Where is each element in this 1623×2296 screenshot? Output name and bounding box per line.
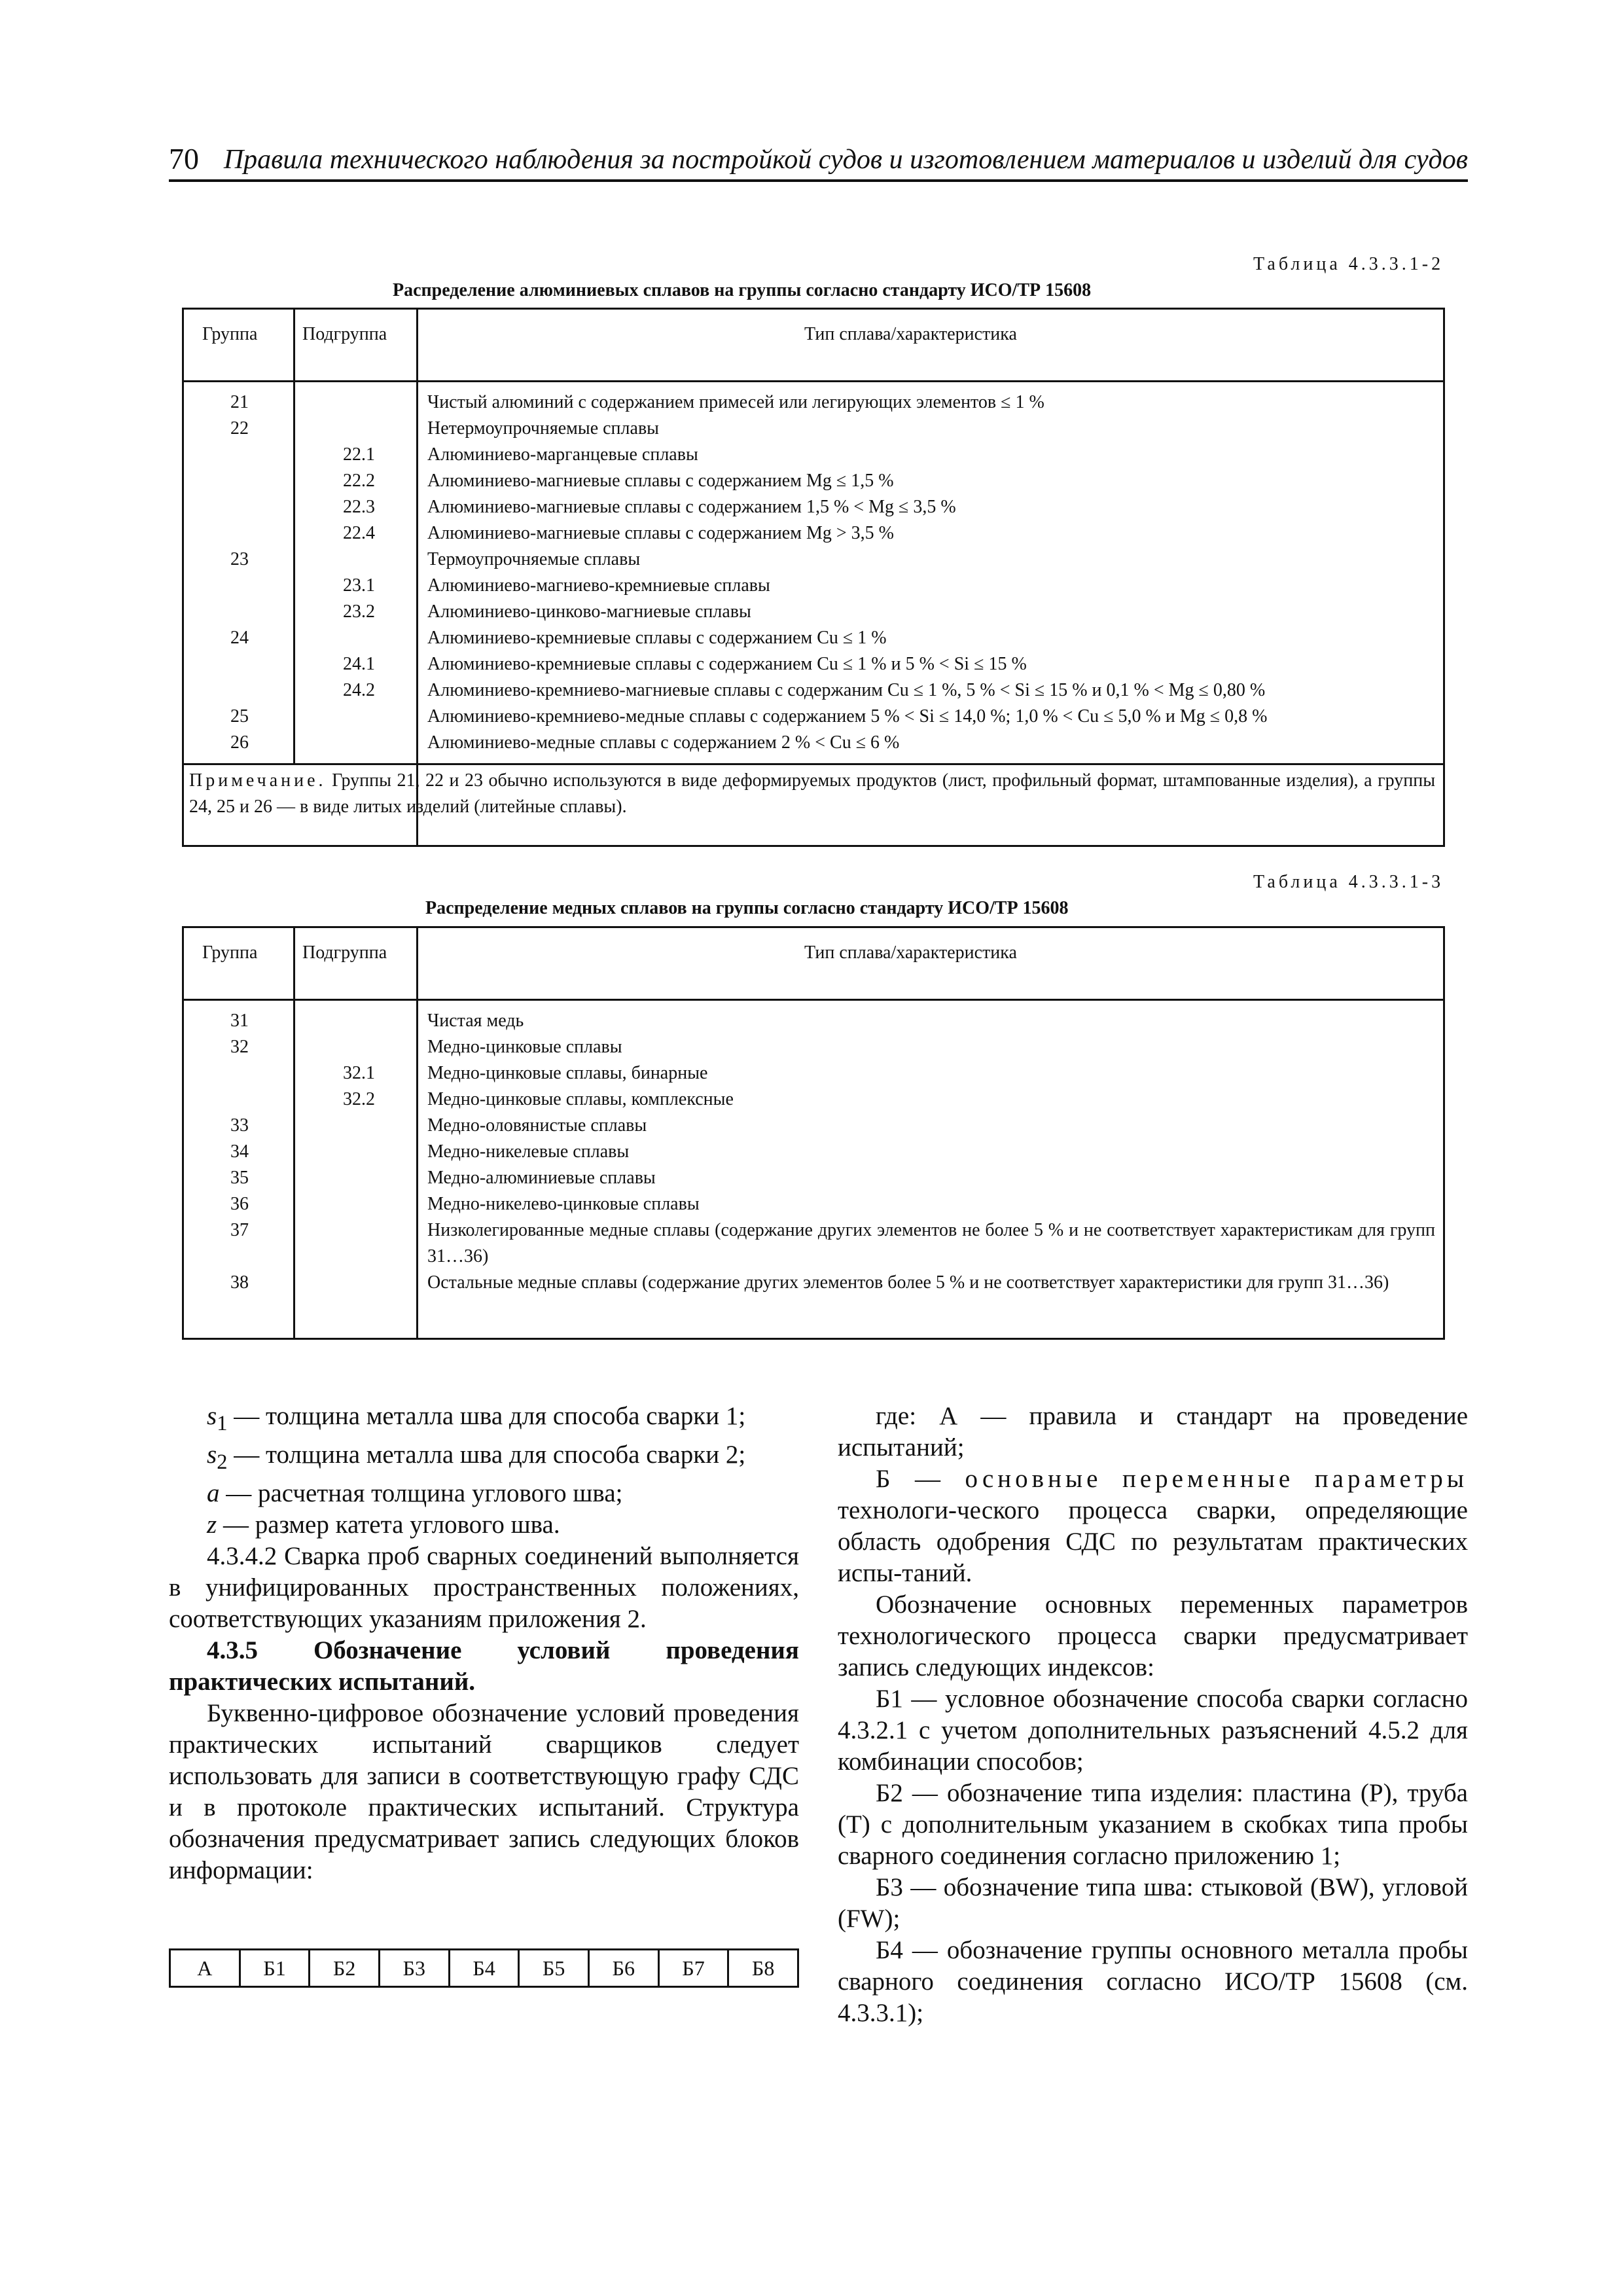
table1-body: [184, 389, 1443, 756]
paragraph-b1: Б1 — условное обозначение способа сварки согласно 4.3.2.1 с учетом дополнительных разъяснений 4.5.2 для комбинации способов;: [838, 1685, 1468, 1776]
table2-header-type: Тип сплава/характеристика: [804, 942, 1017, 963]
paragraph-4-3-4-2: 4.3.4.2 Сварка проб сварных соединений выполняется в унифицированных пространственных положениях, соответствующих указаниям приложения 2.: [169, 1541, 799, 1633]
table2-label: Таблица 4.3.3.1-3: [1253, 872, 1444, 892]
designation-block-cell: Б2: [308, 1950, 378, 1986]
table1-row: [184, 520, 1443, 547]
table2-row: [184, 1191, 1443, 1217]
table1-header-subgroup: Подгруппа: [302, 324, 387, 344]
table1: [182, 308, 1445, 847]
table1-note-text: Группы 21, 22 и 23 обычно используются в виде деформируемых продуктов (лист, профильный формат, штампованные изделия), а группы 24, 25 и 26 — в виде литых изделий (литейные сплавы).: [189, 770, 1436, 817]
table2-cell-type: Медно-цинковые сплавы: [427, 1037, 622, 1057]
table1-cell-subgroup: 23.1: [343, 575, 375, 596]
table2-cell-subgroup: 32.1: [343, 1063, 375, 1083]
designation-blocks-table: [169, 1948, 799, 1988]
table1-row: [184, 468, 1443, 494]
table2-cell-group: 34: [230, 1141, 249, 1162]
table1-cell-type: Алюминиево-кремниевые сплавы с содержанием Cu ≤ 1 % и 5 % < Si ≤ 15 %: [427, 654, 1027, 674]
table2-cell-type: Медно-цинковые сплавы, комплексные: [427, 1089, 734, 1109]
table1-cell-type: Термоупрочняемые сплавы: [427, 549, 641, 569]
heading-4-3-5: [169, 1635, 799, 1698]
symbol-subscript: 2: [217, 1450, 228, 1474]
table2-cell-type: Медно-никелевые сплавы: [427, 1141, 630, 1162]
table2-header-group: Группа: [202, 942, 258, 963]
symbol-definition: [169, 1439, 799, 1478]
table1-row: [184, 625, 1443, 651]
designation-block-cell: Б4: [448, 1950, 518, 1986]
table2-cell-type: Медно-никелево-цинковые сплавы: [427, 1194, 700, 1214]
table1-cell-subgroup: 24.1: [343, 654, 375, 674]
table1-cell-subgroup: 22.1: [343, 444, 375, 465]
table1-cell-type: Алюминиево-кремниевые сплавы с содержанием Cu ≤ 1 %: [427, 628, 887, 648]
table2-cell-type: Остальные медные сплавы (содержание других элементов более 5 % и не соответствует характеристики для групп 31…36): [427, 1272, 1389, 1293]
symbol: s: [207, 1402, 217, 1430]
symbol-subscript: 1: [217, 1411, 228, 1435]
table1-row: [184, 677, 1443, 704]
table1-cell-type: Чистый алюминий с содержанием примесей или легирующих элементов ≤ 1 %: [427, 392, 1044, 412]
table2-row: [184, 1034, 1443, 1060]
designation-block-cell: А: [197, 1956, 213, 1980]
symbol-definitions: [169, 1401, 799, 1541]
symbol-description: — толщина металла шва для способа сварки 2;: [227, 1440, 746, 1469]
table2-cell-type: Медно-оловянистые сплавы: [427, 1115, 647, 1136]
table1-cell-type: Алюминиево-магниево-кремниевые сплавы: [427, 575, 770, 596]
table2-row: [184, 1113, 1443, 1139]
paragraph-a-definition: где: А — правила и стандарт на проведение испытаний;: [838, 1402, 1468, 1462]
symbol-definition: [169, 1509, 799, 1541]
table1-label: Таблица 4.3.3.1-2: [1253, 254, 1444, 274]
table1-cell-type: Алюминиево-кремниево-магниевые сплавы с содержаним Cu ≤ 1 %, 5 % < Si ≤ 15 % и 0,1 % < Mg ≤ 0,80 %: [427, 680, 1266, 700]
table2-cell-type: Чистая медь: [427, 1011, 524, 1031]
table2-cell-group: 35: [230, 1168, 249, 1188]
table1-row: [184, 389, 1443, 416]
table1-row: [184, 494, 1443, 520]
designation-block-cell: Б8: [727, 1950, 797, 1986]
table1-cell-type: Алюминиево-кремниево-медные сплавы с содержанием 5 % < Si ≤ 14,0 %; 1,0 % < Cu ≤ 5,0 % и Mg ≤ 0,8 %: [427, 706, 1268, 726]
table1-cell-group: 25: [230, 706, 249, 726]
paragraph-b2: Б2 — обозначение типа изделия: пластина (Р), труба (Т) с дополнительным указанием в скобках типа пробы сварного соединения согласно приложению 1;: [838, 1779, 1468, 1870]
table1-cell-subgroup: 23.2: [343, 601, 375, 622]
table1-cell-type: Алюминиево-цинково-магниевые сплавы: [427, 601, 751, 622]
table1-cell-group: 22: [230, 418, 249, 439]
paragraph-designation-intro: Буквенно-цифровое обозначение условий проведения практических испытаний сварщиков следует использовать для записи в соответствующую графу СДС и в протоколе практических испытаний. Структура обозначения предусматривает запись следующих блоков информации:: [169, 1698, 799, 1884]
symbol: s: [207, 1440, 217, 1469]
table1-cell-subgroup: 22.3: [343, 497, 375, 517]
table2-cell-type: Низколегированные медные сплавы (содержание других элементов не более 5 % и не соответствует характеристикам для групп 31…36): [427, 1220, 1435, 1266]
paragraph-b-prefix: Б — основные переменные параметры: [876, 1465, 1468, 1493]
symbol: a: [207, 1479, 220, 1507]
table1-row: [184, 599, 1443, 625]
table1-row: [184, 704, 1443, 730]
designation-block-cell: Б1: [239, 1950, 309, 1986]
designation-block-cell: Б7: [658, 1950, 728, 1986]
table1-row: [184, 651, 1443, 677]
table2-cell-group: 38: [230, 1272, 249, 1293]
symbol-definition: [169, 1478, 799, 1509]
table2-cell-subgroup: 32.2: [343, 1089, 375, 1109]
page-header: [169, 141, 1468, 182]
table2-row: [184, 1270, 1443, 1296]
table1-row: [184, 730, 1443, 756]
paragraph-b3: Б3 — обозначение типа шва: стыковой (BW), угловой (FW);: [838, 1873, 1468, 1933]
symbol-description: — расчетная толщина углового шва;: [219, 1479, 623, 1507]
table2-cell-group: 37: [230, 1220, 249, 1240]
table1-cell-group: 23: [230, 549, 249, 569]
heading-4-3-5-number: 4.3.5: [207, 1636, 258, 1664]
paragraph-index-intro: Обозначение основных переменных параметров технологического процесса сварки предусматривает запись следующих индексов:: [838, 1590, 1468, 1681]
table2-row: [184, 1086, 1443, 1113]
table1-note: [189, 768, 1435, 820]
designation-block-cell: Б6: [588, 1950, 658, 1986]
table1-header-type: Тип сплава/характеристика: [804, 324, 1017, 344]
designation-block-cell: Б5: [518, 1950, 588, 1986]
table1-cell-type: Алюминиево-медные сплавы с содержанием 2 % < Cu ≤ 6 %: [427, 732, 900, 753]
running-title: Правила технического наблюдения за постройкой судов и изготовлением материалов и изделий для судов: [223, 145, 1468, 175]
table1-row: [184, 442, 1443, 468]
table2-row: [184, 1008, 1443, 1034]
table2-row: [184, 1060, 1443, 1086]
table1-cell-type: Алюминиево-магниевые сплавы с содержанием 1,5 % < Mg ≤ 3,5 %: [427, 497, 956, 517]
table2-cell-group: 36: [230, 1194, 249, 1214]
table1-note-label: Примечание.: [189, 770, 327, 791]
left-column: [169, 1401, 799, 1886]
table2-body: [184, 1008, 1443, 1296]
table1-cell-type: Нетермоупрочняемые сплавы: [427, 418, 659, 439]
table2-row: [184, 1139, 1443, 1165]
table2-title: Распределение медных сплавов на группы согласно стандарту ИСО/ТР 15608: [425, 898, 1069, 918]
table2-cell-type: Медно-цинковые сплавы, бинарные: [427, 1063, 708, 1083]
table1-cell-subgroup: 22.4: [343, 523, 375, 543]
paragraph-b-definition: [838, 1463, 1468, 1589]
page-number: 70: [169, 142, 199, 175]
table2-cell-group: 31: [230, 1011, 249, 1031]
designation-block-cell: Б3: [378, 1950, 448, 1986]
table1-cell-type: Алюминиево-магниевые сплавы с содержанием Mg > 3,5 %: [427, 523, 894, 543]
table2: [182, 926, 1445, 1340]
table1-row: [184, 416, 1443, 442]
table2-row: [184, 1165, 1443, 1191]
symbol-definition: [169, 1401, 799, 1439]
table1-cell-group: 26: [230, 732, 249, 753]
table1-title: Распределение алюминиевых сплавов на группы согласно стандарту ИСО/ТР 15608: [393, 280, 1092, 300]
table1-cell-group: 21: [230, 392, 249, 412]
table2-cell-group: 33: [230, 1115, 249, 1136]
paragraph-b4: Б4 — обозначение группы основного металла пробы сварного соединения согласно ИСО/ТР 15608 (см. 4.3.3.1);: [838, 1936, 1468, 2027]
table2-header-subgroup: Подгруппа: [302, 942, 387, 963]
table2-row: [184, 1217, 1443, 1270]
table1-header-group: Группа: [202, 324, 258, 344]
table1-cell-type: Алюминиево-магниевые сплавы с содержанием Mg ≤ 1,5 %: [427, 471, 894, 491]
symbol-description: — размер катета углового шва.: [217, 1510, 560, 1539]
table2-cell-type: Медно-алюминиевые сплавы: [427, 1168, 656, 1188]
table2-cell-group: 32: [230, 1037, 249, 1057]
table1-cell-subgroup: 22.2: [343, 471, 375, 491]
table1-cell-subgroup: 24.2: [343, 680, 375, 700]
paragraph-b-rest: технологи-ческого процесса сварки, определяющие область одобрения СДС по результатам практических испы-таний.: [838, 1496, 1468, 1587]
table1-row: [184, 573, 1443, 599]
right-column: [838, 1401, 1468, 2029]
table1-cell-type: Алюминиево-марганцевые сплавы: [427, 444, 698, 465]
table1-row: [184, 547, 1443, 573]
symbol: z: [207, 1510, 217, 1539]
symbol-description: — толщина металла шва для способа сварки 1;: [227, 1402, 746, 1430]
table1-cell-group: 24: [230, 628, 249, 648]
heading-4-3-5-text: Обозначение условий проведения практических испытаний.: [169, 1636, 799, 1696]
